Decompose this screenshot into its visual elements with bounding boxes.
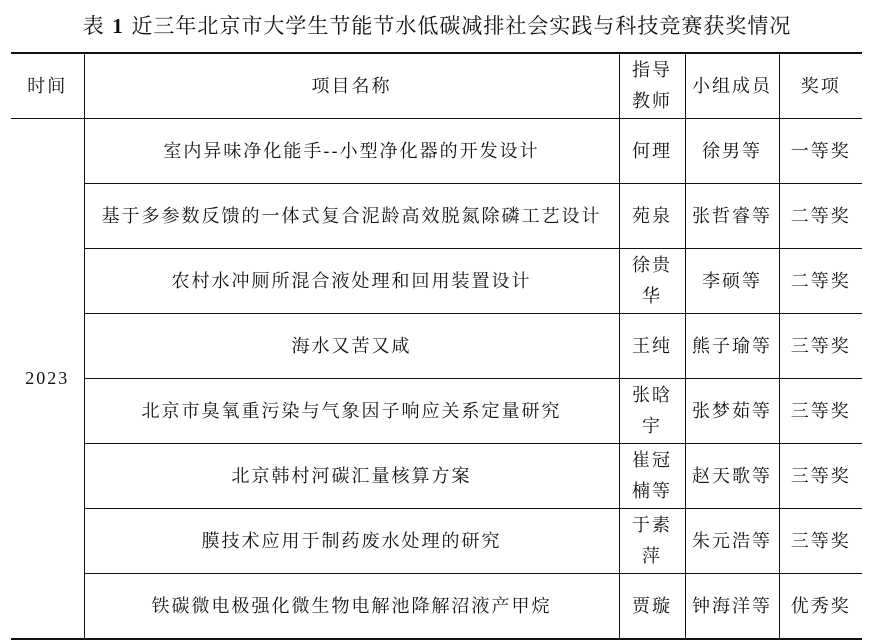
award-cell bbox=[779, 249, 862, 314]
header-members bbox=[685, 53, 779, 119]
members-cell bbox=[685, 184, 779, 249]
advisor-cell bbox=[619, 184, 685, 249]
project-cell: 海水又苦又咸 bbox=[84, 314, 619, 379]
table-row bbox=[11, 314, 862, 379]
advisor-cell bbox=[619, 119, 685, 184]
members-name: 熊子瑜等 bbox=[692, 335, 772, 357]
header-row bbox=[11, 53, 862, 119]
members-name: 朱元浩等 bbox=[692, 530, 772, 552]
award-label: 三等奖 bbox=[790, 400, 851, 422]
members-cell bbox=[685, 119, 779, 184]
advisor-name: 何理 bbox=[632, 140, 672, 162]
table-row bbox=[11, 379, 862, 444]
advisor-cell bbox=[619, 249, 685, 314]
advisor-name: 于素萍 bbox=[632, 515, 672, 567]
table-row bbox=[11, 119, 862, 184]
members-cell bbox=[685, 249, 779, 314]
award-label: 二等奖 bbox=[790, 205, 851, 227]
table-caption bbox=[0, 8, 874, 44]
advisor-cell bbox=[619, 444, 685, 509]
award-label: 三等奖 bbox=[790, 465, 851, 487]
award-label: 三等奖 bbox=[790, 530, 851, 552]
award-cell bbox=[779, 314, 862, 379]
project-cell: 铁碳微电极强化微生物电解池降解沼液产甲烷 bbox=[84, 574, 619, 640]
header-members-label: 小组成员 bbox=[692, 75, 772, 97]
advisor-cell bbox=[619, 314, 685, 379]
table-row bbox=[11, 444, 862, 509]
project-cell: 膜技术应用于制药废水处理的研究 bbox=[84, 509, 619, 574]
members-name: 赵天歌等 bbox=[692, 465, 772, 487]
header-project: 项目名称 bbox=[84, 53, 619, 119]
project-cell: 基于多参数反馈的一体式复合泥龄高效脱氮除磷工艺设计 bbox=[84, 184, 619, 249]
project-cell: 农村水冲厕所混合液处理和回用装置设计 bbox=[84, 249, 619, 314]
award-cell bbox=[779, 509, 862, 574]
advisor-name: 贾璇 bbox=[632, 595, 672, 617]
advisor-name: 徐贵华 bbox=[632, 255, 672, 307]
caption-number: 1 bbox=[112, 14, 124, 38]
members-cell bbox=[685, 379, 779, 444]
awards-table bbox=[11, 52, 862, 640]
members-cell bbox=[685, 509, 779, 574]
header-advisor-label: 指导教师 bbox=[632, 60, 672, 112]
members-cell bbox=[685, 574, 779, 640]
advisor-cell bbox=[619, 509, 685, 574]
award-cell bbox=[779, 444, 862, 509]
award-cell bbox=[779, 574, 862, 640]
project-cell: 北京韩村河碳汇量核算方案 bbox=[84, 444, 619, 509]
award-label: 三等奖 bbox=[790, 335, 851, 357]
award-cell bbox=[779, 119, 862, 184]
caption-title: 近三年北京市大学生节能节水低碳减排社会实践与科技竞赛获奖情况 bbox=[131, 14, 792, 38]
advisor-name: 张晗宇 bbox=[632, 385, 672, 437]
project-cell: 室内异味净化能手--小型净化器的开发设计 bbox=[84, 119, 619, 184]
advisor-name: 崔冠楠等 bbox=[632, 450, 672, 502]
header-award: 奖项 bbox=[779, 53, 862, 119]
members-cell bbox=[685, 314, 779, 379]
members-cell bbox=[685, 444, 779, 509]
table-row bbox=[11, 509, 862, 574]
members-name: 徐男等 bbox=[702, 140, 762, 162]
award-cell bbox=[779, 184, 862, 249]
award-label: 优秀奖 bbox=[790, 595, 851, 617]
advisor-cell bbox=[619, 379, 685, 444]
advisor-cell bbox=[619, 574, 685, 640]
advisor-name: 王纯 bbox=[632, 335, 672, 357]
year-cell: 2023 bbox=[11, 119, 84, 640]
members-name: 李硕等 bbox=[702, 270, 762, 292]
caption-prefix: 表 bbox=[82, 14, 105, 38]
award-label: 二等奖 bbox=[790, 270, 851, 292]
project-cell: 北京市臭氧重污染与气象因子响应关系定量研究 bbox=[84, 379, 619, 444]
members-name: 张梦茹等 bbox=[692, 400, 772, 422]
table-row bbox=[11, 249, 862, 314]
award-label: 一等奖 bbox=[790, 140, 851, 162]
award-cell bbox=[779, 379, 862, 444]
table-row bbox=[11, 184, 862, 249]
header-advisor bbox=[619, 53, 685, 119]
members-name: 张哲睿等 bbox=[692, 205, 772, 227]
advisor-name: 苑泉 bbox=[632, 205, 672, 227]
table-row bbox=[11, 574, 862, 640]
header-time: 时间 bbox=[11, 53, 84, 119]
members-name: 钟海洋等 bbox=[692, 595, 772, 617]
